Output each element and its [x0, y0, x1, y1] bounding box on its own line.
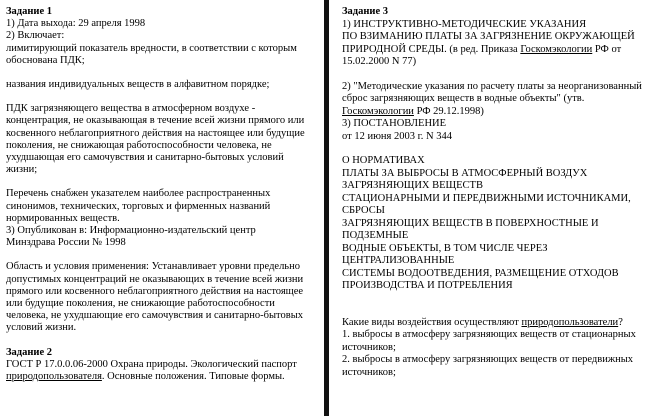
task1-line: обоснована ПДК;: [6, 54, 85, 66]
doc2-line-part: РФ 29.12.1998): [413, 105, 484, 117]
norms-line: ПРОИЗВОДСТВА И ПОТРЕБЛЕНИЯ: [342, 280, 513, 291]
doc2-line: [342, 106, 654, 119]
column-divider: [324, 0, 329, 416]
list-paragraph-line: нормированных веществ.: [6, 212, 120, 224]
norms-line: ПЛАТЫ ЗА ВЫБРОСЫ В АТМОСФЕРНЫЙ ВОЗДУХ: [342, 167, 588, 179]
underlined-term: Госкомэкологии: [342, 105, 414, 117]
answer-line: 2. выбросы в атмосферу загрязняющих веществ от передвижных: [342, 354, 633, 365]
norms-line: ВОДНЫЕ ОБЪЕКТЫ, В ТОМ ЧИСЛЕ ЧЕРЕЗ: [342, 242, 548, 254]
norms-line: СБРОСЫ: [342, 205, 385, 216]
doc1-line-part: ПРИРОДНОЙ СРЕДЫ. (в ред. Приказа: [342, 43, 521, 55]
list-paragraph-line: 3) Опубликован в: Информационно-издательский центр: [6, 225, 256, 237]
doc1-line: 1) ИНСТРУКТИВНО-МЕТОДИЧЕСКИЕ УКАЗАНИЯ: [342, 18, 587, 30]
underlined-term: Госкомэкологии: [520, 43, 593, 55]
pdk-paragraph-line: ухудшающая его самочувствия и санитарно-бытовых условий: [6, 152, 284, 164]
pdk-paragraph-line: косвенного неблагоприятного действия на настоящее или будущие: [6, 127, 305, 139]
pdk-paragraph-line: поколения, не снижающая работоспособности человека, не: [6, 139, 272, 151]
scope-paragraph-line: допустимых концентраций не оказывающих в течение всей жизни: [6, 273, 304, 285]
list-paragraph-line: Минздрава России № 1998: [6, 237, 126, 249]
norms-line: О НОРМАТИВАХ: [342, 155, 425, 166]
question-line: [342, 317, 654, 330]
task1-line: названия индивидуальных веществ в алфавитном порядке;: [6, 79, 270, 91]
task1-line: лимитирующий показатель вредности, в соответствии с которым: [6, 42, 297, 54]
doc1-line: [342, 44, 654, 57]
right-column: [330, 0, 654, 416]
scope-paragraph-line: условий жизни.: [6, 322, 77, 334]
doc3-line: от 12 июня 2003 г. N 344: [342, 130, 452, 142]
norms-line: СТАЦИОНАРНЫМИ И ПЕРЕДВИЖНЫМИ ИСТОЧНИКАМИ,: [342, 192, 631, 204]
doc2-line: сброс загрязняющих веществ в водные объекты" (утв.: [342, 93, 585, 104]
pdk-paragraph-line: жизни;: [6, 164, 38, 176]
task2-line: [6, 371, 323, 383]
question-part: ?: [618, 316, 623, 328]
norms-line: ЗАГРЯЗНЯЮЩИХ ВЕЩЕСТВ В ПОВЕРХНОСТНЫЕ И: [342, 217, 599, 229]
underlined-term: природопользователя: [6, 371, 102, 383]
doc1-line: 15.02.2000 N 77): [342, 56, 417, 67]
question-part: Какие виды воздействия осуществляют: [342, 316, 522, 328]
doc1-line: ПО ВЗИМАНИЮ ПЛАТЫ ЗА ЗАГРЯЗНЕНИЕ ОКРУЖАЮЩЕЙ: [342, 31, 635, 42]
task3-heading: Задание 3: [342, 6, 388, 17]
norms-line: ЗАГРЯЗНЯЮЩИХ ВЕЩЕСТВ: [342, 180, 483, 191]
list-paragraph-line: синонимов, технических, торговых и фирменных названий: [6, 200, 271, 212]
doc1-line-part: РФ от: [592, 43, 622, 55]
doc2-line: 2) "Методические указания по расчету платы за неорганизованный: [342, 80, 642, 92]
scope-paragraph-line: Область и условия применения: Устанавливает уровни предельно: [6, 261, 300, 273]
left-column: [0, 0, 323, 416]
scope-paragraph-line: человека, не ухудшающие его самочувствия и санитарно-бытовых: [6, 310, 303, 322]
underlined-term: природопользователи: [521, 316, 619, 328]
answer-line: источников;: [342, 366, 396, 378]
list-paragraph-line: Перечень снабжен указателем наиболее распространенных: [6, 188, 271, 200]
norms-line: ПОДЗЕМНЫЕ: [342, 230, 409, 241]
scope-paragraph-line: прямого или косвенного неблагоприятного действия на настоящее: [6, 285, 304, 297]
norms-line: ЦЕНТРАЛИЗОВАННЫЕ: [342, 255, 455, 266]
task1-line: 2) Включает:: [6, 30, 65, 42]
task2-line-rest: . Основные положения. Типовые формы.: [101, 371, 285, 383]
pdk-paragraph-line: ПДК загрязняющего вещества в атмосферном воздухе -: [6, 103, 256, 115]
task1-heading: Задание 1: [6, 6, 52, 17]
doc3-line: 3) ПОСТАНОВЛЕНИЕ: [342, 118, 447, 129]
answer-line: 1. выбросы в атмосферу загрязняющих веществ от стационарных: [342, 329, 636, 340]
task2-line: ГОСТ Р 17.0.0.06-2000 Охрана природы. Экологический паспорт: [6, 358, 297, 370]
pdk-paragraph-line: концентрация, не оказывающая в течение всей жизни прямого или: [6, 115, 305, 127]
norms-line: СИСТЕМЫ ВОДООТВЕДЕНИЯ, РАЗМЕЩЕНИЕ ОТХОДОВ: [342, 267, 619, 279]
task2-heading: Задание 2: [6, 346, 52, 358]
scope-paragraph-line: или будущие поколения, не снижающие работоспособности: [6, 298, 275, 310]
answer-line: источников;: [342, 341, 396, 353]
task1-line: 1) Дата выхода: 29 апреля 1998: [6, 18, 146, 30]
